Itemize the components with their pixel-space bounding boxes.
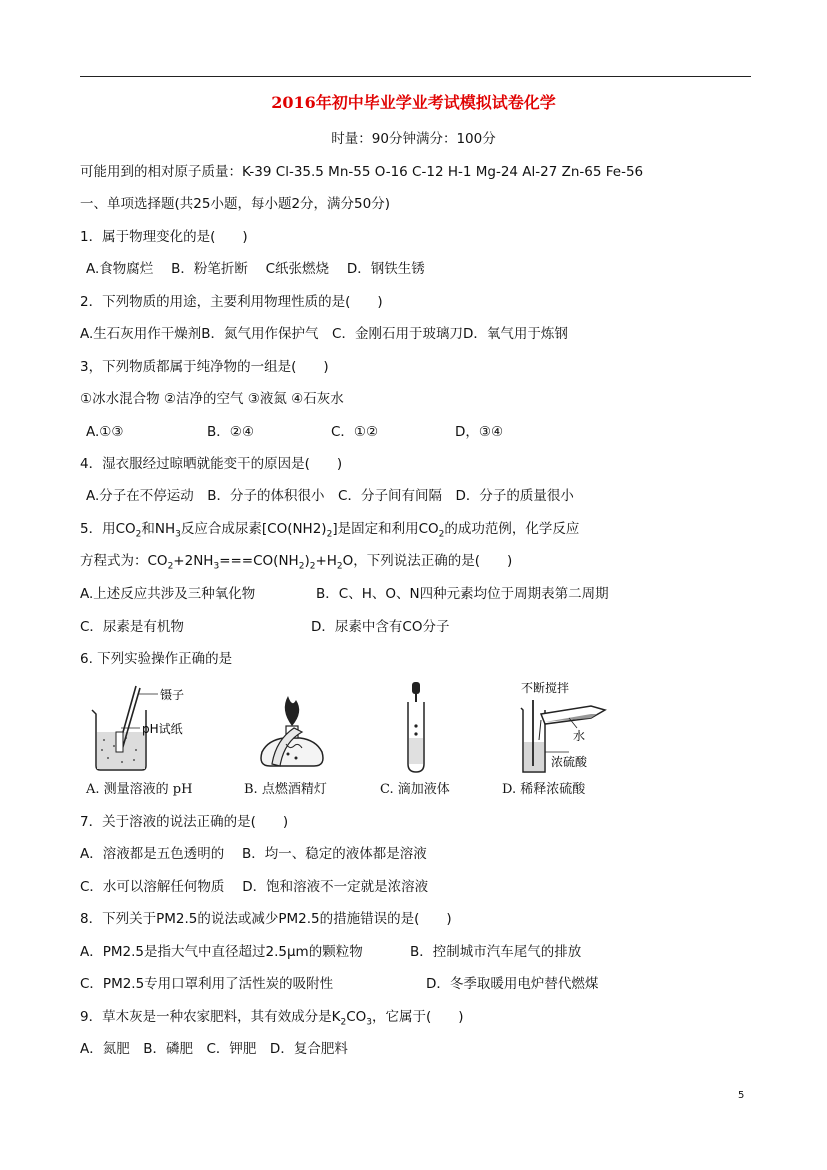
figure-d-dilution [505,680,635,776]
q4-options: A.分子在不停运动 B．分子的体积很小 C．分子间有间隔 D．分子的质量很小 [86,488,574,504]
q8-option-d: D．冬季取暖用电炉替代燃煤 [426,976,599,992]
figure-c-dropper [396,680,436,776]
q8-option-a: A．PM2.5是指大气中直径超过2.5μm的颗粒物 [80,944,363,960]
q2-options: A.生石灰用作干燥剂B．氮气用作保护气 C．金刚石用于玻璃刀D．氧气用于炼钢 [80,326,568,342]
q1-options: A.食物腐烂 B．粉笔折断 C纸张燃烧 D．钢铁生锈 [86,261,425,277]
figure-a-ph-test [84,680,224,776]
figure-b-alcohol-lamp [250,680,340,776]
ph-paper-label: pH试纸 [142,722,183,736]
tweezers-label: 镊子 [160,688,185,702]
q5-option-c: C．尿素是有机物 [80,619,184,635]
atomic-masses: 可能用到的相对原子质量：K-39 Cl-35.5 Mn-55 O-16 C-12 H-1 Mg-24 Al-27 Zn-65 Fe-56 [80,164,644,180]
q8-stem: 8．下列关于PM2.5的说法或减少PM2.5的措施错误的是( ) [80,911,452,927]
figure-d-caption: D. 稀释浓硫酸 [502,782,586,797]
dropper-icon [412,682,420,694]
q3-stem: 3，下列物质都属于纯净物的一组是( ) [80,359,329,375]
acid-label: 浓硫酸 [551,755,588,769]
q3-items: ①冰水混合物 ②洁净的空气 ③液氮 ④石灰水 [80,391,344,407]
q8-option-c: C．PM2.5专用口罩利用了活性炭的吸附性 [80,976,334,992]
q4-stem: 4．湿衣服经过晾晒就能变干的原因是( ) [80,456,343,472]
time-info: 时量：90分钟满分：100分 [331,131,496,147]
figure-c-caption: C. 滴加液体 [380,782,450,797]
page-title: 2016年初中毕业学业考试模拟试卷化学 [271,93,556,112]
section-heading: 一、单项选择题(共25小题，每小题2分，满分50分) [80,196,390,212]
q3-option-a: A.①③ [86,424,124,440]
alcohol-lamp-icon [261,738,323,766]
q5-option-d: D．尿素中含有CO分子 [311,619,450,635]
stir-label: 不断搅拌 [521,681,570,695]
page-number: 5 [738,1090,745,1101]
flame-icon [285,696,299,726]
q6-stem: 6. 下列实验操作正确的是 [80,651,233,667]
q9-stem: 9．草木灰是一种农家肥料，其有效成分是$K_2CO_3$，它属于( ) [80,1009,464,1028]
q5-option-a: A.上述反应共涉及三种氧化物 [80,586,256,602]
header-rule [80,76,751,77]
q5-equation: 方程式为：$CO_2+2NH_3===CO(NH_2)_2+H_2O$，下列说法正确的是( ) [80,553,513,572]
q5-stem: 5．用$CO_2$和$NH_3$反应合成尿素$[CO(NH2)_2]$是固定和利用$CO_2$的成功范例，化学反应 [80,521,580,540]
q8-option-b: B．控制城市汽车尾气的排放 [410,944,582,960]
q9-options: A．氮肥 B．磷肥 C．钾肥 D．复合肥料 [80,1041,348,1057]
q3-option-b: B．②④ [207,424,254,440]
q3-option-d: D，③④ [455,424,504,440]
q7-options-cd: C．水可以溶解任何物质 D．饱和溶液不一定就是浓溶液 [80,879,429,895]
water-label: 水 [573,729,586,743]
q1-stem: 1．属于物理变化的是( ) [80,229,248,245]
q5-option-b: B．C、H、O、N四种元素均位于周期表第二周期 [316,586,609,602]
q7-stem: 7．关于溶液的说法正确的是( ) [80,814,289,830]
q2-stem: 2．下列物质的用途，主要利用物理性质的是( ) [80,294,383,310]
figure-b-caption: B. 点燃酒精灯 [244,782,327,797]
q3-option-c: C．①② [331,424,379,440]
q7-options-ab: A．溶液都是五色透明的 B．均一、稳定的液体都是溶液 [80,846,427,862]
figure-a-caption: A. 测量溶液的 pH [86,782,193,797]
